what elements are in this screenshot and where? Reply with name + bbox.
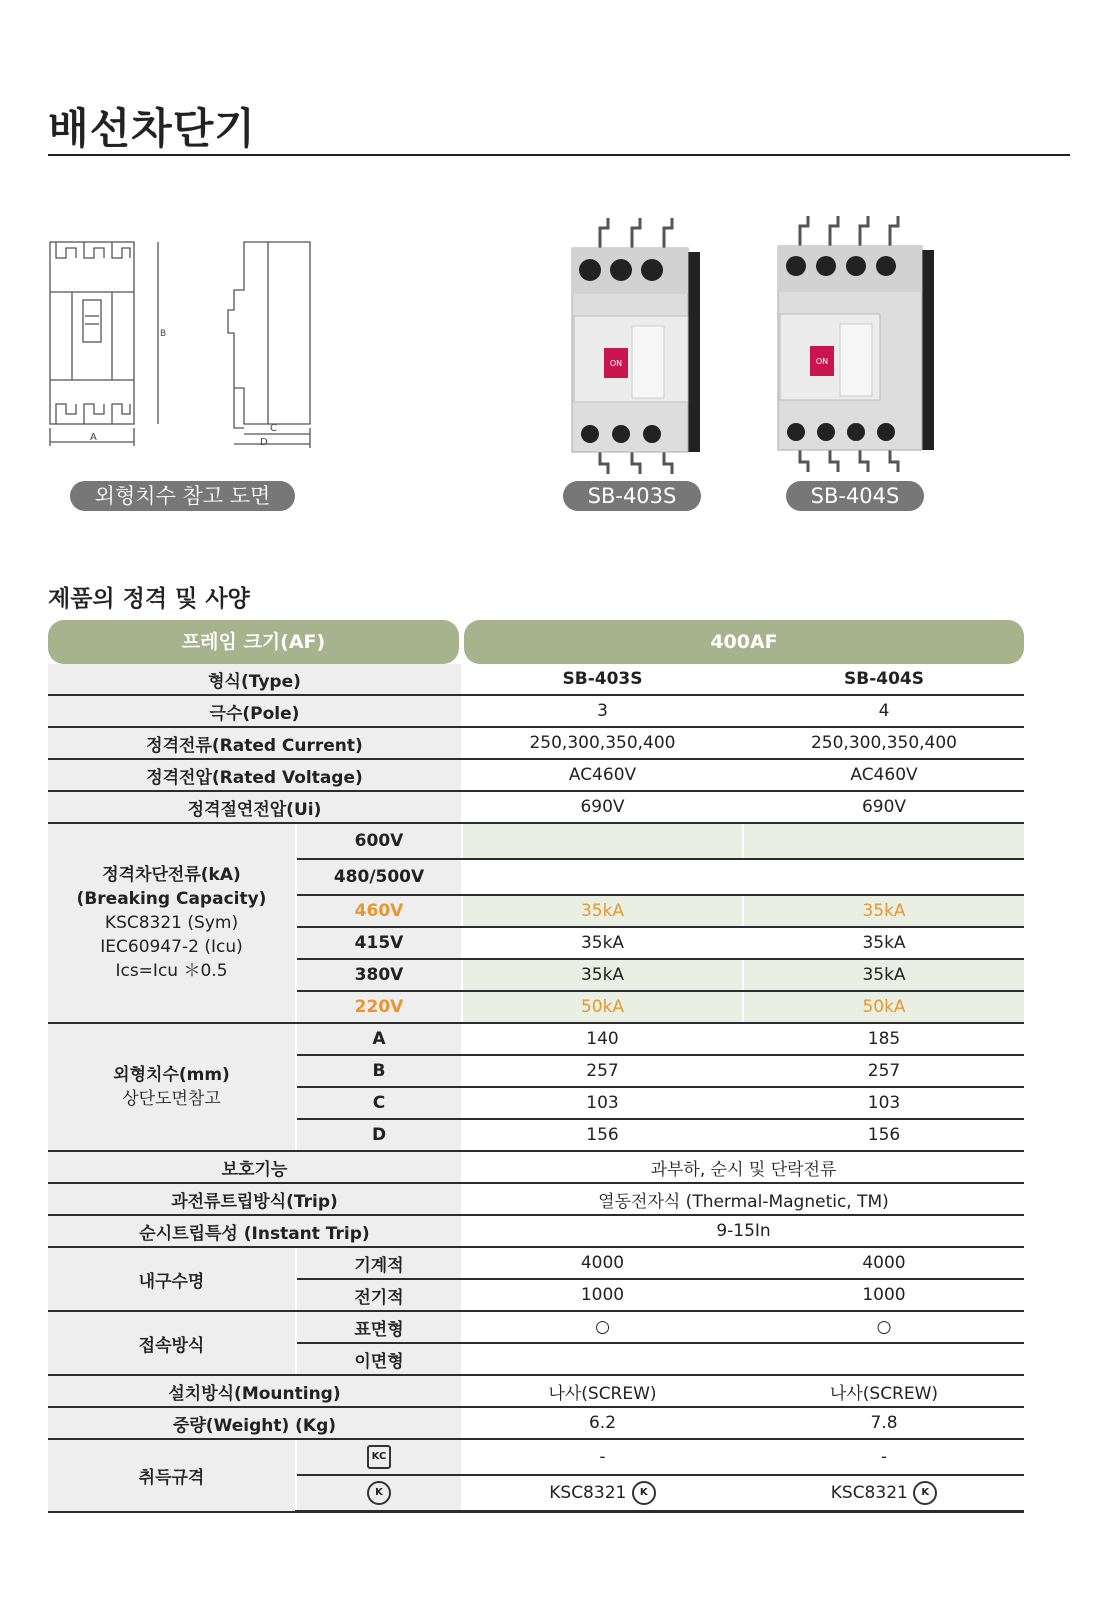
table-row <box>48 1247 1024 1279</box>
rated-current-v1: 250,300,350,400 <box>462 727 743 759</box>
sb404s-switch-label: ON <box>815 357 829 366</box>
dimensions-label <box>48 1023 296 1151</box>
dim-b-label: B <box>160 329 167 339</box>
dimension-key: B <box>296 1055 462 1087</box>
table-row <box>48 1439 1024 1475</box>
breaking-v1 <box>462 823 743 859</box>
breaking-v2 <box>743 859 1024 895</box>
protection-value: 과부하, 순시 및 단락전류 <box>462 1151 1024 1183</box>
table-row <box>48 1215 1024 1247</box>
breaking-v2 <box>743 823 1024 859</box>
breaking-v1 <box>462 859 743 895</box>
dim-d-label: D <box>260 437 268 448</box>
breaking-voltage: 480/500V <box>296 859 462 895</box>
rated-current-label: 정격전류(Rated Current) <box>48 727 462 759</box>
ui-v1: 690V <box>462 791 743 823</box>
table-row <box>48 823 1024 859</box>
ks-v2-cell <box>743 1475 1024 1512</box>
breaking-v2: 35kA <box>743 927 1024 959</box>
protection-label: 보호기능 <box>48 1151 462 1183</box>
drawing-caption: 외형치수 참고 도면 <box>70 481 295 511</box>
weight-label: 중량(Weight) (Kg) <box>48 1407 462 1439</box>
dimension-v1: 156 <box>462 1119 743 1151</box>
pole-v1: 3 <box>462 695 743 727</box>
title-divider <box>48 154 1070 156</box>
breaking-v2: 35kA <box>743 959 1024 991</box>
mounting-v1: 나사(SCREW) <box>462 1375 743 1407</box>
ks-v1: KSC8321 <box>549 1483 627 1503</box>
dimension-key: A <box>296 1023 462 1055</box>
sb403s-switch-label: ON <box>609 359 623 368</box>
table-row <box>48 664 1024 695</box>
connection-rear-v1 <box>462 1343 743 1375</box>
instant-trip-value: 9-15In <box>462 1215 1024 1247</box>
breaking-v1: 35kA <box>462 927 743 959</box>
connection-label: 접속방식 <box>48 1311 296 1375</box>
table-row <box>48 1375 1024 1407</box>
weight-v2: 7.8 <box>743 1407 1024 1439</box>
instant-trip-label: 순시트립특성 (Instant Trip) <box>48 1215 462 1247</box>
table-row <box>48 695 1024 727</box>
table-row <box>48 1023 1024 1055</box>
dimension-key: C <box>296 1087 462 1119</box>
type-label: 형식(Type) <box>48 664 462 695</box>
table-row <box>48 759 1024 791</box>
connection-front-v2: ○ <box>743 1311 1024 1343</box>
spec-table <box>48 664 1024 1513</box>
dimension-key: D <box>296 1119 462 1151</box>
table-row <box>48 727 1024 759</box>
dimension-v2: 257 <box>743 1055 1024 1087</box>
breaking-label-2: (Breaking Capacity) <box>76 889 267 909</box>
table-row <box>48 1183 1024 1215</box>
dimension-v2: 103 <box>743 1087 1024 1119</box>
dimension-v1: 257 <box>462 1055 743 1087</box>
ks-mark-icon: K <box>913 1481 937 1505</box>
breaking-v1: 35kA <box>462 895 743 927</box>
kc-v2: - <box>743 1439 1024 1475</box>
rated-current-v2: 250,300,350,400 <box>743 727 1024 759</box>
connection-rear-v2 <box>743 1343 1024 1375</box>
rated-voltage-v2: AC460V <box>743 759 1024 791</box>
endurance-label: 내구수명 <box>48 1247 296 1311</box>
endurance-elec-v1: 1000 <box>462 1279 743 1311</box>
breaking-v1: 35kA <box>462 959 743 991</box>
breaking-v1: 50kA <box>462 991 743 1023</box>
table-row <box>48 1151 1024 1183</box>
ks-mark-icon: K <box>367 1481 391 1505</box>
product-image-sb403s <box>560 212 710 482</box>
product-image-sb404s <box>770 210 940 480</box>
breaking-v2: 50kA <box>743 991 1024 1023</box>
kc-certification-icon: KC <box>367 1445 391 1469</box>
dimension-v2: 156 <box>743 1119 1024 1151</box>
dimensions-label-1: 외형치수(mm) <box>113 1065 230 1085</box>
dimension-drawing <box>48 238 318 453</box>
connection-rear-label: 이면형 <box>296 1343 462 1375</box>
dim-c-label: C <box>270 423 277 434</box>
type-v2: SB-404S <box>743 664 1024 695</box>
ui-label: 정격절연전압(Ui) <box>48 791 462 823</box>
dimension-v2: 185 <box>743 1023 1024 1055</box>
rated-voltage-label: 정격전압(Rated Voltage) <box>48 759 462 791</box>
dimension-v1: 103 <box>462 1087 743 1119</box>
ks-mark-cell <box>296 1475 462 1512</box>
endurance-elec-label: 전기적 <box>296 1279 462 1311</box>
table-row <box>48 1407 1024 1439</box>
pole-v2: 4 <box>743 695 1024 727</box>
endurance-mech-v1: 4000 <box>462 1247 743 1279</box>
product-label-sb403s: SB-403S <box>563 481 701 511</box>
ui-v2: 690V <box>743 791 1024 823</box>
endurance-mech-v2: 4000 <box>743 1247 1024 1279</box>
connection-front-v1: ○ <box>462 1311 743 1343</box>
mounting-v2: 나사(SCREW) <box>743 1375 1024 1407</box>
pole-label: 극수(Pole) <box>48 695 462 727</box>
breaking-label-1: 정격차단전류(kA) <box>102 865 241 885</box>
breaking-voltage: 380V <box>296 959 462 991</box>
weight-v1: 6.2 <box>462 1407 743 1439</box>
ks-v2: KSC8321 <box>830 1483 908 1503</box>
page-title: 배선차단기 <box>48 104 256 153</box>
trip-label: 과전류트립방식(Trip) <box>48 1183 462 1215</box>
breaking-label-4: IEC60947-2 (Icu) <box>100 937 243 957</box>
breaking-label <box>48 823 296 1023</box>
trip-value: 열동전자식 (Thermal-Magnetic, TM) <box>462 1183 1024 1215</box>
ks-mark-icon: K <box>632 1481 656 1505</box>
certification-label: 취득규격 <box>48 1439 296 1512</box>
type-v1: SB-403S <box>462 664 743 695</box>
table-row <box>48 791 1024 823</box>
breaking-v2: 35kA <box>743 895 1024 927</box>
breaking-label-5: Ics=Icu ＊0.5 <box>115 961 228 981</box>
spec-section-title: 제품의 정격 및 사양 <box>48 586 250 612</box>
dim-a-label: A <box>90 432 97 443</box>
endurance-mech-label: 기계적 <box>296 1247 462 1279</box>
rated-voltage-v1: AC460V <box>462 759 743 791</box>
dimensions-label-2: 상단도면참고 <box>122 1089 221 1109</box>
connection-front-label: 표면형 <box>296 1311 462 1343</box>
breaking-label-3: KSC8321 (Sym) <box>104 913 239 933</box>
frame-size-header: 프레임 크기(AF) <box>48 620 459 664</box>
breaking-voltage: 415V <box>296 927 462 959</box>
breaking-voltage: 460V <box>296 895 462 927</box>
kc-v1: - <box>462 1439 743 1475</box>
kc-mark-cell <box>296 1439 462 1475</box>
endurance-elec-v2: 1000 <box>743 1279 1024 1311</box>
table-row <box>48 1311 1024 1343</box>
breaking-voltage: 600V <box>296 823 462 859</box>
product-label-sb404s: SB-404S <box>786 481 924 511</box>
dimension-v1: 140 <box>462 1023 743 1055</box>
ks-v1-cell <box>462 1475 743 1512</box>
breaking-voltage: 220V <box>296 991 462 1023</box>
mounting-label: 설치방식(Mounting) <box>48 1375 462 1407</box>
frame-value-header: 400AF <box>464 620 1024 664</box>
